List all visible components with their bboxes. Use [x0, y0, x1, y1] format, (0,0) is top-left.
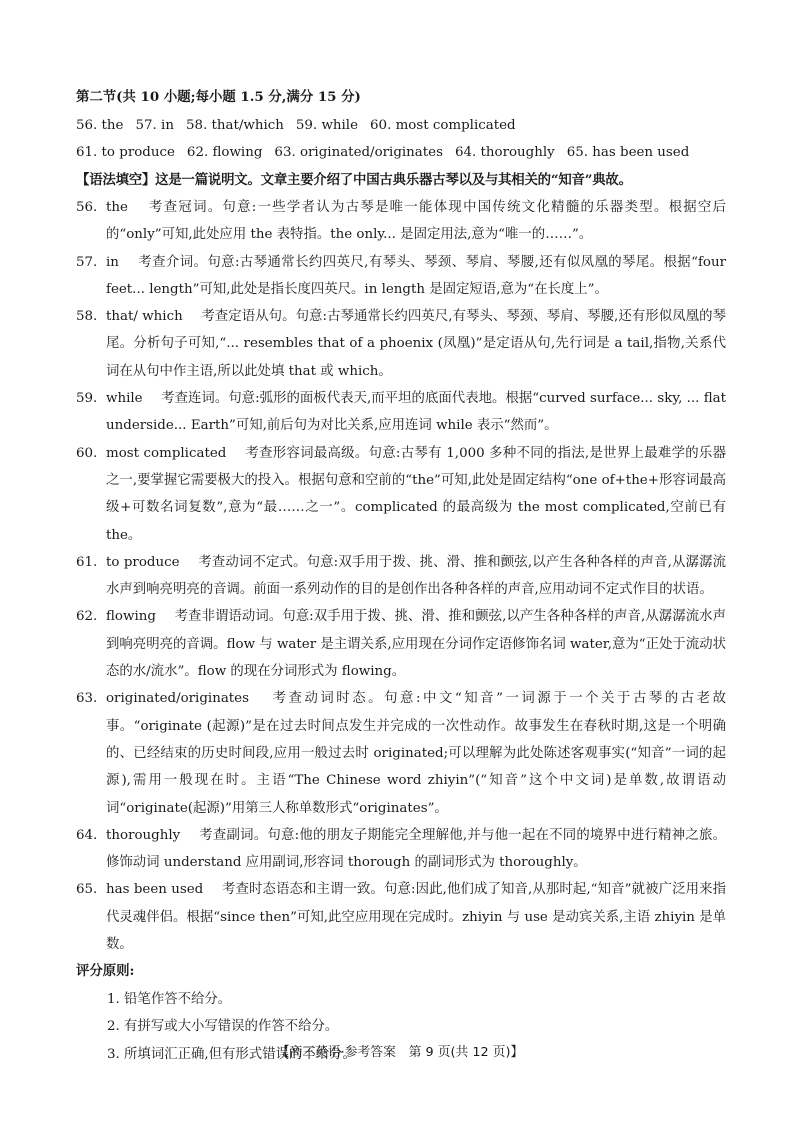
explanation-62 — [76, 603, 726, 685]
explanation-60 — [76, 440, 726, 549]
section-title: 第二节(共 10 小题;每小题 1.5 分,满分 15 分) — [76, 89, 361, 105]
question-answer: originated/originates — [106, 691, 249, 707]
question-explanation: 考查动词时态。句意:中文“知音”一词源于一个关于古琴的古老故事。“originate (起源)”是在过去时间点发生并完成的一次性动作。故事发生在春秋时期,这是一个明确的、已经结束的历史时间段,应用一般过去时 originated;可以理解为此处陈述客观事实(“知音”一词的起源),需用一般现在时。主语“The Chinese word zhiyin”(“知音”这个中文词)是单数,故谓语动词“originate(起源)”用第三人称单数形式“originates”。 — [106, 691, 726, 816]
page-footer: 【高三英语·参考答案 第 9 页(共 12 页)】 — [276, 1045, 524, 1060]
passage-summary: 【语法填空】这是一篇说明文。文章主要介绍了中国古典乐器古琴以及与其相关的“知音”典故。 — [76, 171, 632, 188]
question-explanation: 考查动词不定式。句意:双手用于拨、挑、滑、推和颤弦,以产生各种各样的声音,从潺潺流水声到响亮明亮的音调。前面一系列动作的目的是创作出各种各样的声音,应用动词不定式作目的状语。 — [106, 554, 726, 598]
answer-57: 57. in — [135, 117, 174, 133]
answer-59: 59. while — [295, 117, 359, 133]
question-answer: in — [106, 254, 119, 270]
explanation-59 — [76, 385, 726, 440]
question-answer: has been used — [106, 882, 204, 898]
scoring-rule-1: 1. 铅笔作答不给分。 — [107, 991, 232, 1007]
scoring-rule-2: 2. 有拼写或大小写错误的作答不给分。 — [107, 1019, 339, 1035]
question-number: 58. — [76, 309, 98, 325]
question-number: 57. — [76, 254, 98, 270]
answer-page — [76, 84, 726, 1068]
answer-58: 58. that/which — [185, 117, 284, 133]
question-explanation: 考查冠词。句意:一些学者认为古琴是唯一能体现中国传统文化精髓的乐器类型。根据空后的“only”可知,此处应用 the 表特指。the only... 是固定用法,意为“唯一的……”。 — [106, 200, 726, 243]
question-explanation: 考查定语从句。句意:古琴通常长约四英尺,有琴头、琴颈、琴肩、琴腰,还有形似凤凰的琴尾。分析句子可知,“... resembles that of a phoenix (凤凰)”是定语从句,先行词是 a tail,指物,关系代词在从句中作主语,所以此处填 that 或 which。 — [106, 309, 726, 379]
explanation-56 — [76, 194, 726, 249]
scoring-rule-3: 3. 所填词汇正确,但有形式错误的不给分。 — [107, 1046, 356, 1062]
question-number: 61. — [76, 554, 98, 570]
question-explanation: 考查时态语态和主谓一致。句意:因此,他们成了知音,从那时起,“知音”就被广泛用来指代灵魂伴侣。根据“since then”可知,此空应用现在完成时。zhiyin 与 use 是动宾关系,主语 zhiyin 是单数。 — [106, 882, 727, 953]
question-number: 59. — [76, 391, 98, 407]
answer-row-2 — [76, 139, 726, 167]
question-answer: that/ which — [106, 309, 183, 325]
explanation-58 — [76, 303, 726, 385]
question-explanation: 考查形容词最高级。句意:古琴有 1,000 多种不同的指法,是世界上最难学的乐器之一,要掌握它需要极大的投入。根据句意和空前的“the”可知,此处是固定结构“one of+the+形容词最高级+可数名词复数”,意为“最……之一”。complicated 的最高级为 the most complicated,空前已有 the。 — [106, 445, 726, 543]
question-explanation: 考查连词。句意:弧形的面板代表天,而平坦的底面代表地。根据“curved surface... sky, ... flat underside... Earth”可知,前后句为对比关系,应用连词 while 表示“然而”。 — [106, 391, 726, 434]
answer-row-1 — [76, 112, 726, 140]
question-explanation: 考查副词。句意:他的朋友子期能完全理解他,并与他一起在不同的境界中进行精神之旅。修饰动词 understand 应用副词,形容词 thorough 的副词形式为 thoroughly。 — [106, 827, 727, 871]
question-number: 62. — [76, 609, 98, 625]
answer-63: 63. originated/originates — [274, 145, 443, 160]
explanation-61 — [76, 549, 726, 604]
question-number: 65. — [76, 882, 98, 898]
question-answer: thoroughly — [106, 827, 181, 843]
answer-60: 60. most complicated — [370, 117, 516, 133]
question-number: 60. — [76, 445, 98, 461]
question-number: 63. — [76, 691, 98, 707]
question-answer: most complicated — [106, 445, 227, 461]
question-answer: while — [106, 391, 143, 407]
explanation-57 — [76, 249, 726, 304]
question-answer: to produce — [106, 554, 180, 570]
question-number: 64. — [76, 827, 98, 843]
question-answer: the — [106, 200, 128, 215]
explanation-64 — [76, 822, 726, 877]
question-number: 56. — [76, 200, 98, 215]
explanation-65 — [76, 876, 726, 958]
explanation-63 — [76, 685, 726, 821]
scoring-rules-title: 评分原则: — [76, 963, 135, 980]
question-answer: flowing — [106, 609, 156, 625]
answer-56: 56. the — [76, 117, 124, 133]
question-explanation: 考查介词。句意:古琴通常长约四英尺,有琴头、琴颈、琴肩、琴腰,还有似凤凰的琴尾。根据“four feet... length”可知,此处是指长度四英尺。in length 是固定短语,意为“在长度上”。 — [106, 254, 726, 297]
answer-65: 65. has been used — [566, 145, 690, 160]
answer-64: 64. thoroughly — [454, 145, 555, 160]
answer-62: 62. flowing — [186, 145, 263, 160]
question-explanation: 考查非谓语动词。句意:双手用于拨、挑、滑、推和颤弦,以产生各种各样的声音,从潺潺流水声到响亮明亮的音调。flow 与 water 是主谓关系,应用现在分词作定语修饰名词 water,意为“正处于流动状态的水/流水”。flow 的现在分词形式为 flowing。 — [106, 609, 726, 680]
answer-61: 61. to produce — [76, 145, 175, 160]
